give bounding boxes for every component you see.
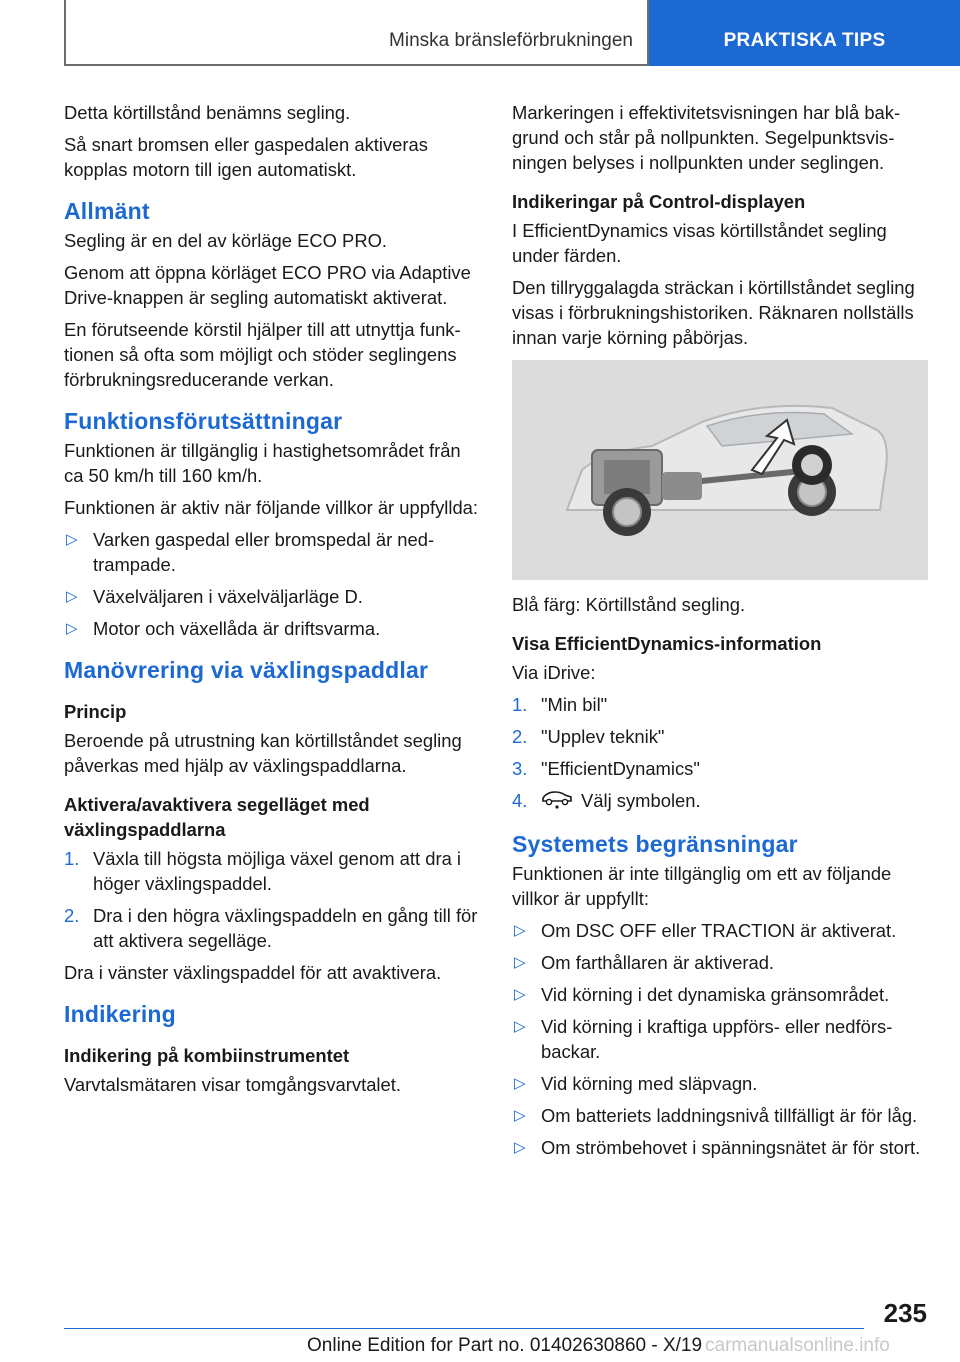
list-item-text: Växelväljaren i växelväljarläge D.: [93, 586, 363, 607]
list-item: [512, 1014, 930, 1064]
intro-paragraph: Detta körtillstånd benämns segling.: [64, 102, 351, 123]
list-item-text: Vid körning i det dynamiska gränsområdet.: [541, 984, 890, 1006]
subheading-control-display: Indikeringar på Control-displayen: [512, 191, 806, 212]
condition-list: [64, 527, 482, 641]
paragraph: Den tillryggalagda sträckan i körtillståndet segling visas i förbrukningshistoriken. Räknaren nollställs innan varje körning påbörjas.: [512, 277, 915, 348]
list-item: [512, 950, 930, 975]
paragraph: Segling är en del av körläge ECO PRO.: [64, 230, 388, 251]
step-item: [512, 788, 930, 815]
page-header: [64, 0, 960, 66]
step-text: "Upplev teknik": [541, 726, 665, 747]
list-item-text: Om farthållaren är aktiverad.: [541, 952, 775, 974]
step-number: 2.: [64, 905, 80, 926]
paragraph: I EfficientDynamics visas körtillståndet segling under färden.: [512, 220, 887, 266]
subheading-princip: Princip: [64, 701, 127, 722]
efficient-dynamics-icon: [541, 789, 573, 815]
paragraph: Via iDrive:: [512, 662, 596, 683]
section-heading-allmant: Allmänt: [64, 198, 150, 224]
header-section-box: [64, 0, 649, 66]
car-illustration: [512, 360, 928, 580]
header-section-title: Minska bränsleförbrukningen: [389, 30, 633, 51]
step-number: 1.: [64, 848, 80, 869]
bullet-triangle-icon: ▷: [514, 1107, 526, 1125]
page-number: 235: [883, 1298, 927, 1328]
step-number: 4.: [512, 790, 528, 811]
bullet-triangle-icon: ▷: [514, 1139, 526, 1157]
step-item: [64, 903, 482, 953]
paragraph: Genom att öppna körläget ECO PRO via Adaptive Drive-knappen är segling automatiskt aktiverat.: [64, 262, 471, 308]
footer-divider: [64, 1328, 864, 1329]
list-item-text: Om strömbehovet i spänningsnätet är för stort.: [541, 1137, 921, 1159]
subheading-kombi: Indikering på kombiinstrumentet: [64, 1045, 350, 1066]
step-number: 3.: [512, 758, 528, 779]
bullet-triangle-icon: ▷: [66, 620, 78, 637]
list-item: [512, 1135, 930, 1160]
section-heading-system: Systemets begränsningar: [512, 831, 798, 858]
list-item-text: Vid körning i kraftiga uppförs- eller nedförsbackar.: [541, 1016, 893, 1063]
bullet-triangle-icon: ▷: [514, 954, 526, 972]
limitation-list: [512, 918, 930, 1160]
step-item: [512, 724, 930, 749]
bullet-triangle-icon: ▷: [514, 1075, 526, 1093]
left-column: [64, 100, 482, 1104]
step-text: Välj symbolen.: [581, 790, 701, 811]
list-item: [512, 982, 930, 1007]
list-item: [64, 584, 482, 609]
step-number: 2.: [512, 726, 528, 747]
header-chapter-box: [649, 0, 960, 66]
step-text: Växla till högsta möjliga växel genom att dra i höger växlingspaddel.: [93, 848, 462, 894]
step-text: Dra i den högra växlingspaddeln en gång till för att aktivera segelläge.: [93, 905, 478, 951]
right-column: [512, 100, 930, 1167]
intro-paragraph: Så snart bromsen eller gaspedalen aktiveras kopplas motorn till igen automatiskt.: [64, 134, 428, 180]
step-number: 1.: [512, 694, 528, 715]
paragraph: En förutseende körstil hjälper till att utnyttja funktionen så ofta som möjligt och stöder seglingens förbrukningsreducerande verkan.: [64, 319, 461, 390]
paragraph: Dra i vänster växlingspaddel för att avaktivera.: [64, 962, 442, 983]
list-item-text: Om DSC OFF eller TRACTION är aktiverat.: [541, 920, 897, 942]
bullet-triangle-icon: ▷: [66, 531, 78, 548]
list-item-text: Vid körning med släpvagn.: [541, 1073, 758, 1095]
bullet-triangle-icon: ▷: [514, 922, 526, 940]
list-item: [64, 527, 482, 577]
step-item: [512, 756, 930, 781]
list-item: [512, 918, 930, 943]
section-heading-manovrering: Manövrering via växlingspaddlar: [64, 657, 429, 683]
bullet-triangle-icon: ▷: [514, 1018, 526, 1036]
step-text: "Min bil": [541, 694, 608, 715]
subheading-visa: Visa EfficientDynamics-information: [512, 633, 822, 654]
bullet-triangle-icon: ▷: [66, 588, 78, 605]
header-chapter-title: PRAKTISKA TIPS: [723, 30, 886, 51]
paragraph: Varvtalsmätaren visar tomgångsvarvtalet.: [64, 1074, 401, 1095]
paragraph: Beroende på utrustning kan körtillståndet segling påverkas med hjälp av växlingspaddlarna.: [64, 730, 462, 776]
bullet-triangle-icon: ▷: [514, 986, 526, 1004]
watermark: carmanualsonline.info: [705, 1335, 890, 1356]
paragraph: Markeringen i effektivitetsvisningen har blå bakgrund och står på nollpunkten. Segelpunktsvisningen belyses i nollpunkten under seglingen.: [512, 102, 901, 173]
list-item-text: Motor och växellåda är driftsvarma.: [93, 618, 381, 639]
paragraph: Funktionen är inte tillgänglig om ett av följande villkor är uppfyllt:: [512, 863, 892, 910]
list-item: [64, 616, 482, 641]
figure-caption: Blå färg: Körtillstånd segling.: [512, 594, 746, 615]
edition-note: Online Edition for Part no. 01402630860 - X/19: [307, 1335, 703, 1356]
step-list: [64, 846, 482, 953]
step-item: [512, 692, 930, 717]
list-item: [512, 1071, 930, 1096]
section-heading-indikering: Indikering: [64, 1001, 176, 1027]
list-item: [512, 1103, 930, 1128]
paragraph: Funktionen är tillgänglig i hastighetsområdet från ca 50 km/h till 160 km/h.: [64, 440, 461, 486]
paragraph: Funktionen är aktiv när följande villkor är uppfyllda:: [64, 497, 479, 518]
step-text: "EfficientDynamics": [541, 758, 700, 779]
list-item-text: Varken gaspedal eller bromspedal är nedtrampade.: [93, 529, 435, 575]
list-item-text: Om batteriets laddningsnivå tillfälligt är för låg.: [541, 1105, 918, 1127]
step-item: [64, 846, 482, 896]
subheading-aktivera: Aktivera/avaktivera segelläget med växlingspaddlarna: [64, 794, 370, 840]
section-heading-funktion: Funktionsförutsättningar: [64, 408, 343, 434]
car-cutaway-image: [512, 360, 928, 580]
idrive-step-list: [512, 692, 930, 815]
